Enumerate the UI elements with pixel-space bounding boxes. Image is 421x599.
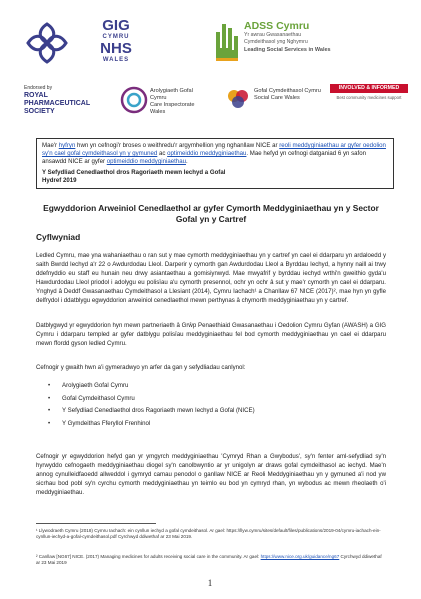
list-item: [48, 393, 348, 406]
rps-name-2: PHARMACEUTICAL: [24, 100, 91, 107]
rps-endorsed-text: Endorsed by: [24, 85, 53, 91]
footnote-2: [36, 554, 386, 567]
logo-row-bottom: [0, 84, 421, 134]
adss-tagline: Leading Social Services in Wales: [244, 47, 331, 53]
paragraph-3: Cefnogir y gwaith hwn a'i gymeradwyo yn arfer da gan y sefydliadau canlynol:: [36, 364, 246, 371]
list-item-text: Arolygiaeth Gofal Cymru: [62, 382, 129, 389]
rps-name-1: ROYAL: [24, 92, 48, 99]
bullet-icon: •: [48, 382, 51, 389]
involved-informed-sub: Best community medicines support: [336, 95, 402, 100]
notice-link-2[interactable]: reoli meddyginiaethau ar gyfer oedolion sy'n cael gofal cymdeithasol yn y gymuned: [42, 142, 386, 158]
welsh-government-knot-logo: [24, 20, 70, 66]
ciw-text: [150, 88, 222, 116]
notice-part-2: hwn yn cefnogi'r broses o weithredu'r argymhellion yng nghanllaw NICE ar: [75, 142, 280, 149]
rps-name-3: SOCIETY: [24, 108, 55, 115]
involved-informed-logo: [330, 84, 408, 101]
nhs-gig-text: GIG: [102, 17, 130, 34]
bullet-icon: •: [48, 407, 51, 414]
adss-title: ADSS Cymru: [244, 20, 310, 32]
ciw-line-3: Care Inspectorate: [150, 102, 195, 108]
scw-line-2: Social Care Wales: [254, 95, 300, 101]
page-number: 1: [207, 578, 213, 588]
list-item-text: Y Gymdeithas Fferyllol Frenhinol: [62, 419, 151, 427]
ciw-badge-icon: [120, 86, 148, 114]
adss-cymru-logo: [244, 20, 414, 55]
nhs-wales-text: WALES: [102, 57, 130, 63]
paragraph-1: Ledled Cymru, mae yna wahaniaethau o ran sut y mae cymorth meddyginiaethau yn y cartref yn cael ei ddarparu yn ardaloedd y saith Bwrdd Iechyd a'r 22 o Awdurdodau Lleol. Darperir y cymorth gan Awdurdodau Lleol a Byrddau Iechyd, a hynny naill ai trwy ddefnyddio eu staff eu hunain neu drwy asiantaethau a gomisiynwyd. Mae mwyafrif y byrddau iechyd wrthi'n gweithio gyda'u Hawdurdodau Lleol priodol i adolygu eu polisïau a'u cymorth presennol, ochr yn ochr â sut y mae'r cymorth yn cael ei ddarparu. Ynghyd â Deddf Gwasanaethau Cymdeithasol a Llesiant (2014), Cymru Iachach¹ a Chanllaw 67 NICE (2017)², mae hyn yn gyfle delfrydol i ddatblygu egwyddorion arweiniol cenedlaethol mewn perthynas â chymorth meddyginiaethau yn y cartref.: [36, 252, 386, 304]
ciw-line-1: Arolygiaeth Gofal: [150, 88, 193, 94]
logo-row-top: [0, 14, 421, 72]
notice-part-3: ac: [157, 150, 168, 158]
notice-date: Hydref 2019: [42, 176, 77, 184]
footnote-divider: [36, 523, 156, 524]
bullet-icon: •: [48, 419, 51, 427]
notice-part-4: . Mae hefyd yn cefnogi datganiad 6 yn safon ansawdd NICE ar gyfer: [42, 150, 367, 166]
adss-sub-2: Cymdeithasol yng Nghymru: [244, 39, 308, 45]
notice-link-4[interactable]: optimeiddio meddyginiaethau: [106, 158, 186, 166]
scw-badge-icon: [226, 86, 250, 110]
list-item-text: Gofal Cymdeithasol Cymru: [62, 394, 135, 402]
involved-informed-banner: INVOLVED & INFORMED: [330, 84, 408, 93]
notice-link-1[interactable]: hyfryn: [58, 142, 76, 149]
rps-logo: [24, 84, 104, 116]
notice-organisation: Y Sefydliad Cenedlaethol dros Ragoriaeth mewn Iechyd a Gofal: [42, 168, 226, 176]
notice-text: [42, 142, 388, 167]
list-item: [48, 405, 348, 418]
nhs-cymru-text: CYMRU: [102, 34, 130, 40]
footnote-2-text: ² Canllaw [NG67] NICE. (2017) Managing medicines for adults receiving social care in the community. Ar gael:: [36, 554, 261, 559]
paragraph-2: Datblygwyd yr egwyddorion hyn mewn partneriaeth â Grŵp Penaethiaid Gwasanaethau i Oedolion Cymru Gyfan (AWASH) a GIG Cymru i ddarparu templed ar gyfer datblygu polisïau meddyginiaethau fel bod cymorth meddyginiaethau yn cael ei ddarparu mewn ffordd gyson ledled Cymru.: [36, 322, 386, 347]
footnote-1: ¹ Llywodraeth Cymru (2018) Cymru Iachach: ein cynllun iechyd a gofal cymdeithasol. Ar gael: https://llyw.cymru/sites/default/files/publications/2019-04/cymru-iachach-ein-cynllun-iechyd-a-gofal-cymdeithasol.pdf Cyrchwyd ddiwethaf ar 23 Mai 2019.: [36, 528, 381, 540]
list-item: [48, 380, 348, 393]
list-item: [48, 418, 348, 431]
notice-part-5: .: [185, 158, 188, 166]
nhs-nhs-text: NHS: [100, 40, 132, 57]
notice-part-1: Mae'r: [42, 142, 59, 149]
supporting-organisations-list: [48, 380, 348, 430]
ciw-line-4: Wales: [150, 109, 166, 115]
footnote-2-end: Cyrchwyd ddiwethaf ar 23 Mai 2019: [36, 554, 382, 566]
list-item-text: Y Sefydliad Cenedlaethol dros Ragoriaeth mewn Iechyd a Gofal (NICE): [62, 407, 255, 414]
paragraph-4: Cefnogir yr egwyddorion hefyd gan yr ymgyrch meddyginiaethau 'Cymryd Rhan a Gwybodus', sy'n fenter aml-sefydliad sy'n hyrwyddo cefnogaeth meddyginiaethau diogel sy'n canolbwyntio ar yr unigolyn ar draws gofal cymdeithasol ac iechyd. Mae'n annog cynulleidfaoedd allweddol i gymryd camau penodol o ganllaw NICE ar Reoli Meddyginiaethau yn y gymuned a'i nod yw sicrhau bod pobl sy'n cyrchu cymorth meddyginiaethau yn teimlo eu bod yn cymryd rhan, yn wybodus ac mewn rheolaeth o'i meddyginiaethau.: [36, 453, 386, 496]
notice-link-3[interactable]: optimeiddio meddyginiaethau: [167, 150, 247, 158]
document-title: Egwyddorion Arweiniol Cenedlaethol ar gyfer Cymorth Meddyginiaethau yn y Sector Gofal yn y Cartref: [43, 203, 379, 224]
adss-hands-icon: [210, 18, 242, 62]
scw-text: [254, 88, 326, 102]
scw-line-1: Gofal Cymdeithasol Cymru: [254, 88, 321, 94]
nice-endorsement-box: [36, 138, 394, 189]
ciw-line-2: Cymru: [150, 95, 167, 101]
footnote-2-link[interactable]: https://www.nice.org.uk/guidance/ng67: [260, 554, 340, 559]
nhs-wales-logo: [88, 18, 144, 64]
section-heading: Cyflwyniad: [36, 232, 81, 242]
bullet-icon: •: [48, 394, 51, 402]
adss-sub-1: Yr awrau Gwasanaethau: [244, 32, 302, 38]
